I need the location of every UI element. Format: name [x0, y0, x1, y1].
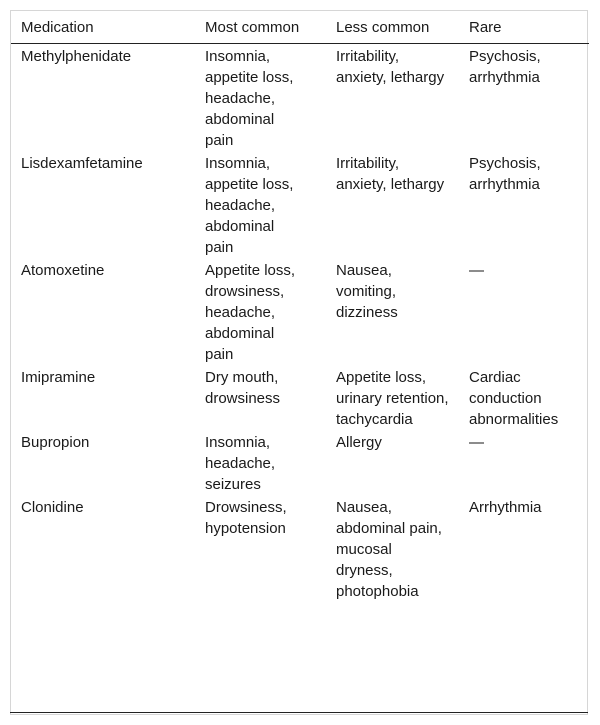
cell-medication: Methylphenidate	[21, 48, 132, 65]
table-row	[11, 259, 589, 366]
cell-rare: Cardiac conduction abnormalities	[469, 369, 559, 428]
table-row	[11, 44, 589, 153]
table-header	[11, 11, 589, 44]
cell-medication: Clonidine	[21, 499, 84, 516]
table-frame	[10, 10, 588, 715]
cell-rare: Arrhythmia	[469, 499, 542, 516]
table-body	[11, 44, 589, 604]
table-bottom-rule	[10, 712, 588, 713]
cell-rare: Psychosis, arrhythmia	[469, 48, 541, 86]
cell-most-common: Dry mouth, drowsiness	[205, 369, 281, 407]
header-row	[11, 11, 589, 44]
header-medication: Medication	[11, 11, 195, 44]
cell-most-common: Insomnia, appetite loss, headache, abdominal pain	[205, 155, 294, 256]
cell-less-common: Appetite loss, urinary retention, tachycardia	[336, 369, 449, 428]
cell-most-common: Drowsiness, hypotension	[205, 499, 287, 537]
table-row	[11, 496, 589, 603]
cell-less-common: Irritability, anxiety, lethargy	[336, 48, 445, 86]
cell-medication: Bupropion	[21, 434, 90, 451]
cell-medication: Lisdexamfetamine	[21, 155, 143, 172]
cell-rare: —	[469, 434, 484, 451]
cell-less-common: Nausea, vomiting, dizziness	[336, 262, 398, 321]
cell-less-common: Nausea, abdominal pain, mucosal dryness, photophobia	[336, 499, 442, 600]
header-rare: Rare	[459, 11, 589, 44]
cell-most-common: Insomnia, appetite loss, headache, abdominal pain	[205, 48, 294, 149]
cell-less-common: Irritability, anxiety, lethargy	[336, 155, 445, 193]
table-row	[11, 152, 589, 259]
header-most-common: Most common	[195, 11, 326, 44]
cell-most-common: Insomnia, headache, seizures	[205, 434, 276, 493]
header-less-common: Less common	[326, 11, 459, 44]
cell-rare: —	[469, 262, 484, 279]
cell-medication: Imipramine	[21, 369, 96, 386]
cell-medication: Atomoxetine	[21, 262, 105, 279]
cell-most-common: Appetite loss, drowsiness, headache, abdominal pain	[205, 262, 296, 363]
side-effects-table	[11, 11, 589, 603]
table-row	[11, 431, 589, 496]
cell-rare: Psychosis, arrhythmia	[469, 155, 541, 193]
table-row	[11, 366, 589, 431]
cell-less-common: Allergy	[336, 434, 382, 451]
